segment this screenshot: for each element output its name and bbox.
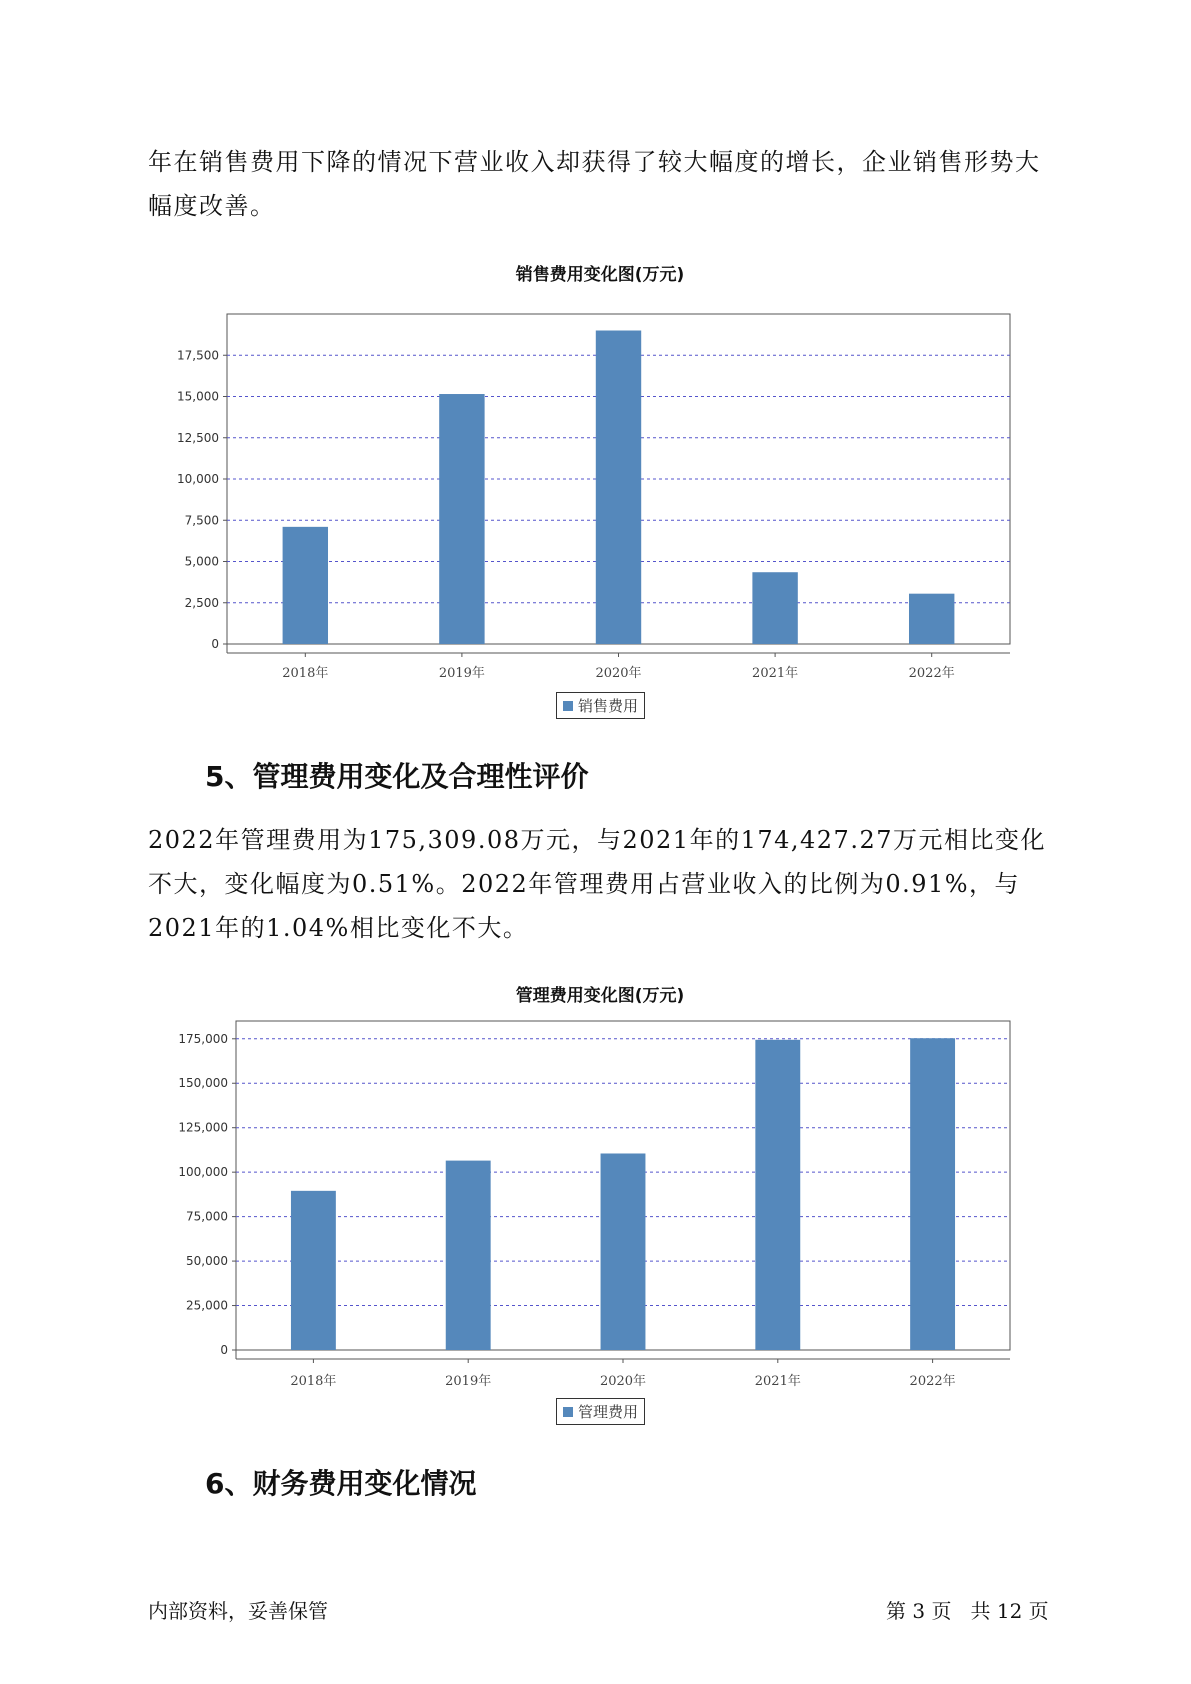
bar-2018年 — [291, 1191, 336, 1350]
section-6-heading: 6、财务费用变化情况 — [205, 1467, 477, 1500]
section-5-heading: 5、管理费用变化及合理性评价 — [205, 760, 589, 793]
y-tick-label: 10,000 — [177, 472, 219, 486]
y-tick-label: 0 — [220, 1343, 228, 1357]
sales-chart-title: 销售费用变化图(万元) — [515, 265, 685, 285]
x-tick-label: 2018年 — [282, 666, 329, 681]
x-tick-label: 2020年 — [599, 1374, 647, 1389]
paragraph-sales-summary: 年在销售费用下降的情况下营业收入却获得了较大幅度的增长，企业销售形势大幅度改善。 — [148, 148, 1041, 220]
admin-chart-legend — [556, 1398, 645, 1425]
y-tick-label: 50,000 — [186, 1254, 228, 1269]
bar-2020年 — [601, 1153, 646, 1350]
y-tick-label: 0 — [211, 637, 219, 651]
y-tick-label: 75,000 — [186, 1209, 228, 1224]
footer-page-number: 第 3 页 共 12 页 — [886, 1599, 1049, 1623]
bar-2021年 — [755, 1040, 800, 1350]
x-tick-label: 2022年 — [908, 666, 955, 681]
x-tick-label: 2019年 — [438, 666, 485, 681]
x-tick-label: 2020年 — [595, 666, 642, 681]
legend-swatch — [563, 1407, 573, 1417]
y-tick-label: 7,500 — [184, 513, 219, 528]
x-tick-label: 2022年 — [909, 1374, 956, 1389]
y-tick-label: 150,000 — [178, 1076, 228, 1091]
y-tick-label: 15,000 — [177, 389, 219, 404]
x-tick-label: 2021年 — [754, 1374, 801, 1389]
bar-2022年 — [910, 1038, 955, 1350]
y-tick-label: 17,500 — [177, 348, 219, 363]
x-tick-label: 2018年 — [290, 1374, 337, 1389]
y-tick-label: 100,000 — [178, 1165, 228, 1180]
sales-chart-legend-label: 销售费用 — [578, 697, 639, 715]
x-tick-label: 2021年 — [752, 666, 799, 681]
y-tick-label: 5,000 — [184, 554, 219, 569]
bar-2019年 — [446, 1161, 491, 1350]
admin-chart-title: 管理费用变化图(万元) — [515, 986, 685, 1006]
y-tick-label: 125,000 — [178, 1120, 228, 1135]
footer-confidential-note: 内部资料，妥善保管 — [148, 1599, 328, 1623]
y-tick-label: 12,500 — [177, 430, 219, 445]
paragraph-admin-expense: 2022年管理费用为175,309.08万元，与2021年的174,427.27万元相比变化不大，变化幅度为0.51%。2022年管理费用占营业收入的比例为0.91%，与2021年的1.04%相比变化不大。 — [148, 826, 1046, 942]
y-tick-label: 175,000 — [178, 1031, 228, 1046]
x-tick-label: 2019年 — [445, 1374, 492, 1389]
y-tick-label: 2,500 — [184, 595, 219, 610]
y-tick-label: 25,000 — [186, 1298, 228, 1313]
admin-chart-legend-label: 管理费用 — [578, 1403, 639, 1421]
